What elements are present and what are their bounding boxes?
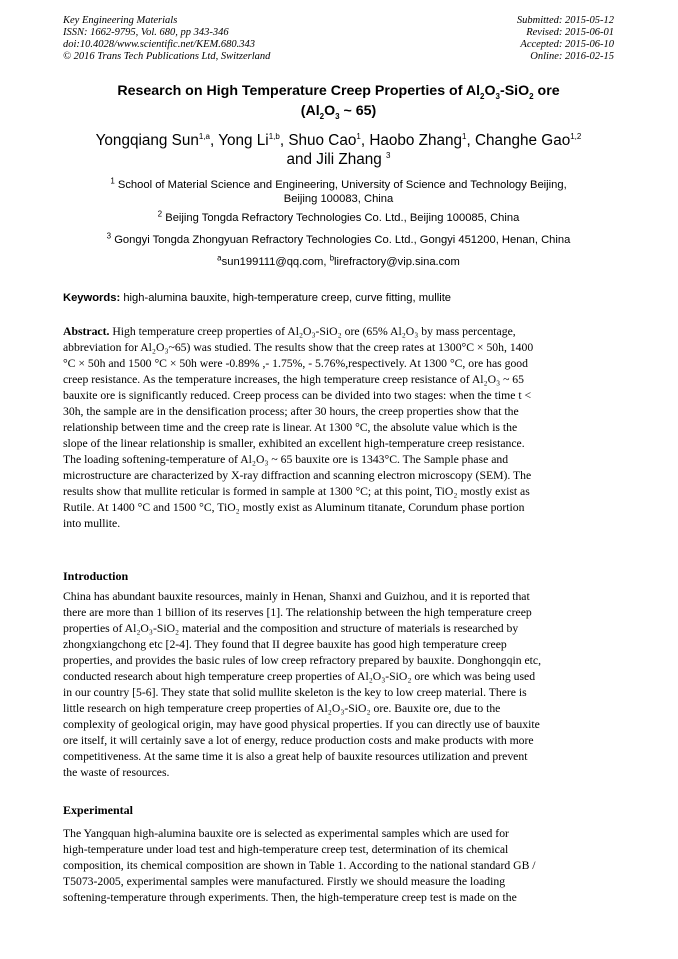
title-line-2: ($Al_2O_3$ ~ 65) [300, 103, 377, 121]
keywords [63, 291, 614, 305]
journal-doi: doi:10.4028/www.scientific.net/KEM.680.343 [63, 39, 255, 50]
keywords-label: Keywords: [63, 292, 121, 304]
date-accepted: Accepted: 2015-06-10 [520, 39, 614, 50]
paper-title [63, 81, 614, 121]
section-heading-experimental: Experimental [63, 803, 133, 817]
date-revised: Revised: 2015-06-01 [526, 27, 614, 38]
affiliation-1: $^1$ School of Material Science and Engineering, University of Science and Technology Beijing, Beijing 100083, China [110, 176, 567, 205]
author-name: Shuo Cao [288, 132, 357, 149]
affiliation-3: $^3$ Gongyi Tongda Zhongyuan Refractory Technologies Co. Ltd., Gongyi 451200, Henan, China [106, 231, 571, 246]
introduction-paragraph: China has abundant bauxite resources, mainly in Henan, Shanxi and Guizhou, and it is reported that there are more than 1 billion of its reserves [1]. The relationship between the high temperature creep properties of Al₂O₃-SiO₂ material and the composition and structure of materials is researched by zhongxiangchong etc [2-4]. They found that II degree bauxite has good high temperature creep properties, and provides the basic rules of low creep refractory prepared by bauxite. Donghongqin etc, conducted research about high temperature creep properties of Al₂O₃-SiO₂ ore which was being used in our country [5-6]. They state that solid mullite skeleton is the key to low creep material. There is little research on high temperature creep properties of Al₂O₃-SiO₂ ore. Bauxite ore, due to the complexity of geological origin, may have good physical properties. If you can directly use of bauxite ore itself, it will certainly save a lot of energy, reduce production costs and make products with more competitiveness. At the same time it is also a great help of bauxite resources utilization and prevent the waste of resources. [63, 590, 542, 779]
experimental-paragraph: The Yangquan high-alumina bauxite ore is selected as experimental samples which are used for high-temperature under load test and high-temperature creep test, determination of its chemical composition, its chemical composition are shown in Table 1. According to the national standard GB / T5073-2005, experimental samples were manufactured. Firstly we should measure the loading softening-temperature through experiments. Then, the high-temperature creep test is made on the [63, 827, 536, 904]
email-link-b[interactable]: lirefractory@vip.sina.com [334, 256, 460, 268]
journal-copyright: © 2016 Trans Tech Publications Ltd, Switzerland [63, 51, 271, 62]
author-name: Haobo Zhang [369, 132, 463, 149]
abstract-label: Abstract. [63, 325, 110, 338]
author-name: Jili Zhang [316, 151, 382, 168]
date-online: Online: 2016-02-15 [530, 51, 614, 62]
author-list: Yongqiang Sun$^{1,a}$, Yong Li$^{1,b}$, Shuo Cao$^1$, Haobo Zhang$^1$, Changhe Gao$^{1,2}$ and Jili Zhang $^3$ [95, 131, 582, 168]
journal-info [63, 15, 270, 63]
author-name: Yongqiang Sun [95, 132, 199, 149]
title-line-1: Research on High Temperature Creep Properties of $Al_2O_3-SiO_2$ ore [117, 83, 560, 101]
author-name: Yong Li [218, 132, 269, 149]
submission-dates [517, 15, 614, 63]
author-emails: $^a$sun199111@qq.com, $^b$lirefractory@vip.sina.com [217, 253, 460, 268]
affiliation-2: $^2$ Beijing Tongda Refractory Technologies Co. Ltd., Beijing 100085, China [157, 209, 520, 224]
journal-name: Key Engineering Materials [63, 15, 178, 26]
date-submitted: Submitted: 2015-05-12 [516, 15, 614, 26]
keywords-text: high-alumina bauxite, high-temperature creep, curve fitting, mullite [123, 292, 452, 304]
section-heading-introduction: Introduction [63, 569, 129, 583]
author-name: Changhe Gao [474, 132, 571, 149]
abstract: Abstract. High temperature creep properties of Al₂O₃-SiO₂ ore (65% Al₂O₃ by mass percentage, abbreviation for Al₂O₃~65) was studied. The results show that the creep rates at 1300°C × 50h, 1400 °C × 50h and 1500 °C × 50h were -0.89% ,- 1.75%, - 5.76%,respectively. At 1300 °C, ore has good creep resistance. As the temperature increases, the high temperature creep resistance of Al₂O₃ ~ 65 bauxite ore is significantly reduced. Creep process can be divided into two stages: when the time t < 30h, the sample are in the densification process; after 30 hours, the creep properties show that the relationship between time and the creep rate is linear. At 1300 °C, the absolute value which is the slope of the linear relationship is smaller, exhibited an excellent high-temperature creep resistance. The loading softening-temperature of Al₂O₃ ~ 65 bauxite ore is 1343°C. The Sample phase and microstructure are characterized by X-ray diffraction and scanning electron microscopy (SEM). The results show that mullite reticular is formed in sample at 1300 °C; at this point, TiO₂ mostly exist as Rutile. At 1400 °C and 1500 °C, TiO₂ mostly exist as Aluminum titanate, Corundum phase portion into mullite. [63, 325, 534, 530]
journal-issn: ISSN: 1662-9795, Vol. 680, pp 343-346 [63, 27, 229, 38]
email-link-a[interactable]: sun199111@qq.com, [221, 256, 327, 268]
